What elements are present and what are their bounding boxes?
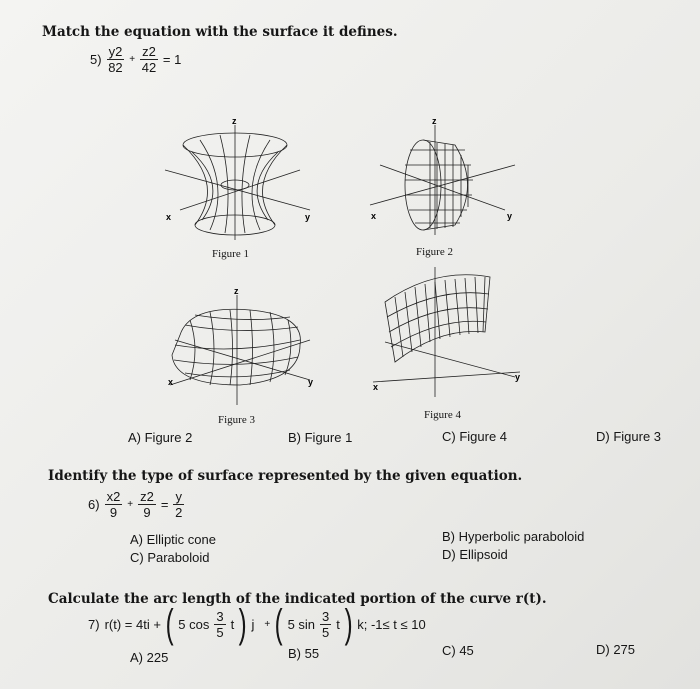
plus: + <box>127 499 134 510</box>
sin-term: 5 sin <box>287 616 316 632</box>
y-axis-label: y <box>507 211 513 221</box>
equals: = <box>160 497 169 512</box>
figure-3-caption: Figure 3 <box>218 414 255 426</box>
q7-heading: Calculate the arc length of the indicated portion of the curve r(t). <box>48 591 547 607</box>
figure-1-caption: Figure 1 <box>212 248 249 260</box>
figure-2-caption: Figure 2 <box>416 246 453 258</box>
denominator: 42 <box>141 60 157 75</box>
x-axis-label: x <box>371 211 377 221</box>
x-axis-label: x <box>373 382 379 392</box>
numerator: x2 <box>106 489 121 504</box>
t: t <box>230 616 235 632</box>
q5-choice-d[interactable]: D) Figure 3 <box>596 429 662 444</box>
numerator: 3 <box>322 608 330 624</box>
denominator: 5 <box>322 624 330 640</box>
q7-choice-d[interactable]: D) 275 <box>596 642 636 657</box>
q6-choice-a[interactable]: A) Elliptic cone <box>130 532 216 547</box>
x-axis-label: x <box>168 377 174 387</box>
k-and-range: k; -1≤ t ≤ 10 <box>357 616 426 632</box>
q6-equation <box>88 489 187 520</box>
denominator: 5 <box>216 624 224 640</box>
numerator: y <box>175 489 182 504</box>
figure-3-ellipsoid <box>160 285 325 415</box>
y-axis-label: y <box>305 212 311 222</box>
q5-choice-b[interactable]: B) Figure 1 <box>288 430 353 445</box>
question-number: 5) <box>90 52 102 67</box>
q6-choice-c[interactable]: C) Paraboloid <box>130 550 210 565</box>
left-paren: ( <box>274 602 283 646</box>
r-of-t: r(t) = 4ti + <box>104 616 161 632</box>
figure-4-sheet <box>365 262 530 407</box>
y-axis-label: y <box>515 372 521 382</box>
denominator: 9 <box>143 505 151 520</box>
figure-4-caption: Figure 4 <box>424 409 461 421</box>
q5-choice-c[interactable]: C) Figure 4 <box>442 429 508 444</box>
q6-choice-d[interactable]: D) Ellipsoid <box>442 547 508 562</box>
q6-choice-b[interactable]: B) Hyperbolic paraboloid <box>442 529 585 544</box>
right-paren: ) <box>344 602 353 646</box>
z-axis-label: z <box>432 116 437 126</box>
left-paren: ( <box>165 602 174 646</box>
rhs: = 1 <box>162 52 182 67</box>
denominator: 9 <box>109 505 118 520</box>
j: j <box>251 616 255 632</box>
numerator: y2 <box>108 44 123 59</box>
q7-choice-b[interactable]: B) 55 <box>288 646 320 661</box>
numerator: z2 <box>142 44 156 59</box>
q5-equation <box>90 44 181 75</box>
z-axis-label: z <box>232 116 237 126</box>
plus: + <box>129 54 136 65</box>
t: t <box>336 616 340 632</box>
q6-heading: Identify the type of surface represented by the given equation. <box>48 468 523 484</box>
q7-choice-c[interactable]: C) 45 <box>442 643 474 658</box>
numerator: z2 <box>140 489 154 504</box>
figure-2-cylinder <box>365 115 525 245</box>
q5-heading: Match the equation with the surface it defines. <box>42 24 398 40</box>
question-number: 7) <box>88 616 100 632</box>
q5-choice-a[interactable]: A) Figure 2 <box>128 430 193 445</box>
q7-choice-a[interactable]: A) 225 <box>130 650 169 665</box>
z-axis-label: z <box>234 286 239 296</box>
plus: + <box>264 618 271 630</box>
question-number: 6) <box>88 497 100 512</box>
numerator: 3 <box>216 608 224 624</box>
denominator: 2 <box>175 505 183 520</box>
y-axis-label: y <box>308 377 314 387</box>
figure-1-hyperboloid <box>160 115 320 250</box>
denominator: 82 <box>108 60 123 75</box>
cos-term: 5 cos <box>178 616 210 632</box>
x-axis-label: x <box>166 212 172 222</box>
right-paren: ) <box>238 602 247 646</box>
q7-equation <box>88 604 426 644</box>
